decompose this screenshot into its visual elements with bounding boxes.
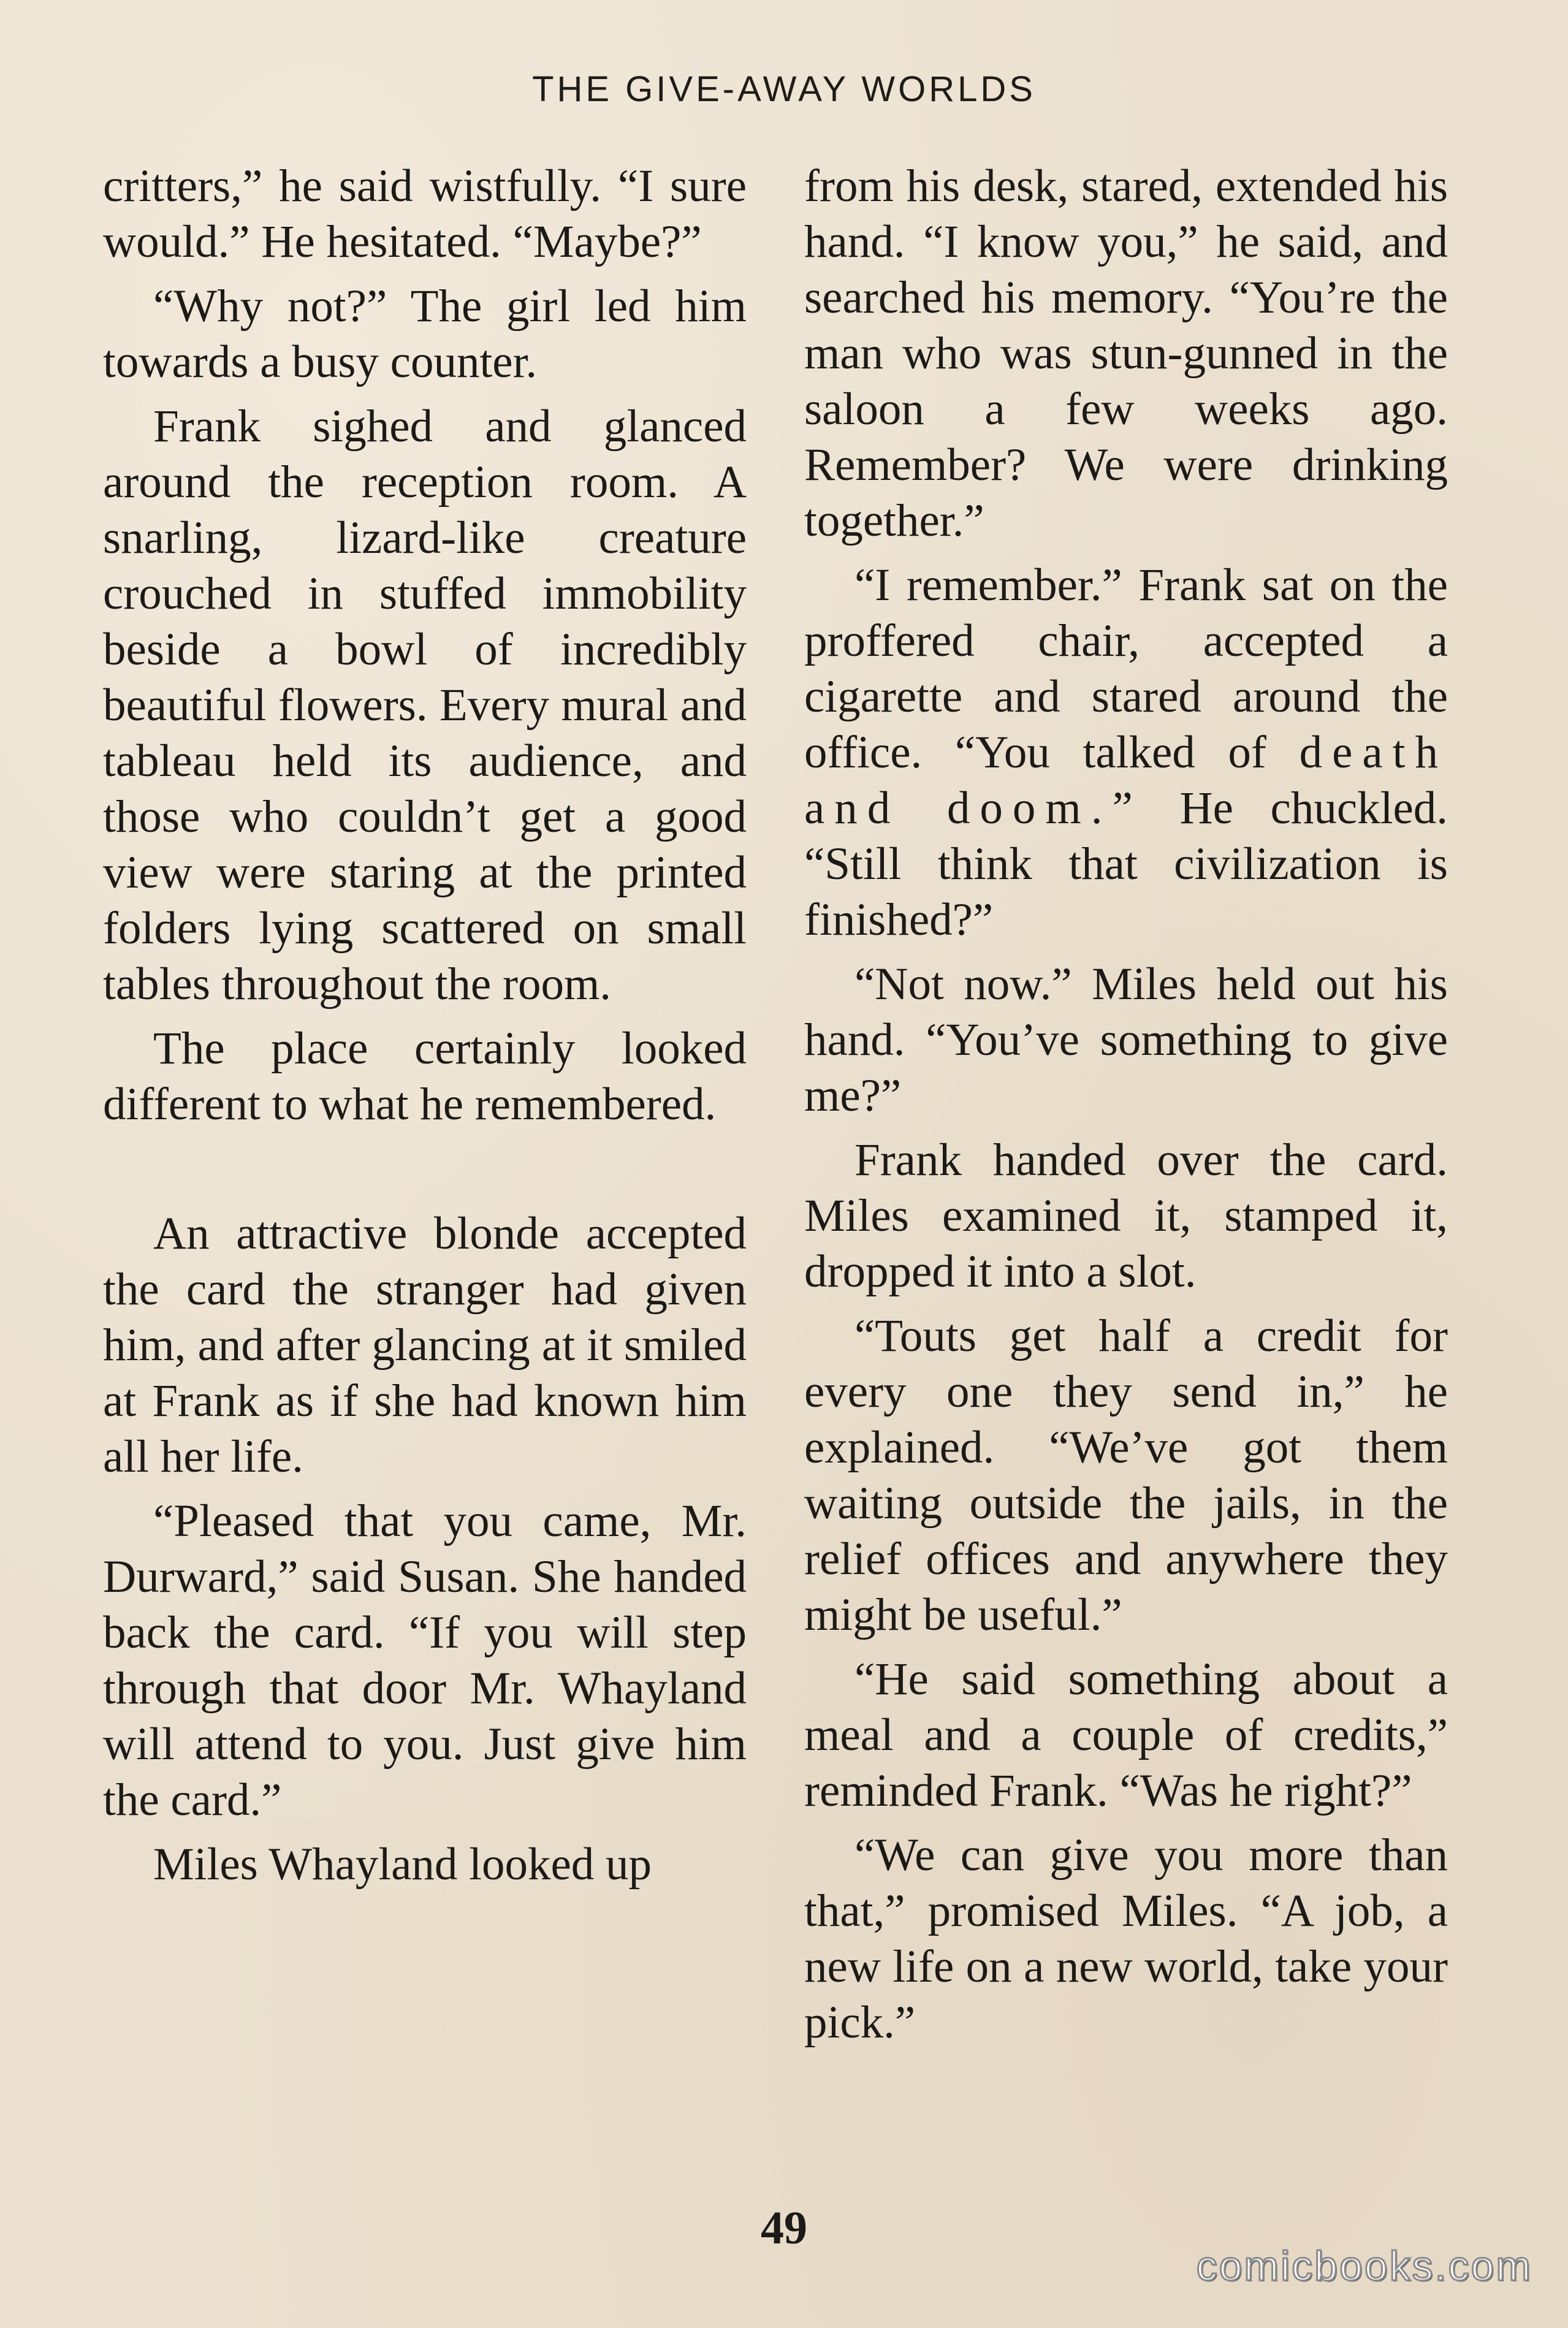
page-number: 49 [761,2202,807,2254]
paragraph: The place certainly looked different to what he remembered. [103,1023,747,1130]
paragraph: Frank sighed and glanced around the reception room. A snarling, lizard-like creature crouched in stuffed immobility beside a bowl of incredibly beautiful flowers. Every mural and tableau held its audience, and those who couldn’t get a good view were staring at the printed folders lying scattered on small tables throughout the room. [103,401,747,1010]
paragraph: “Touts get half a credit for every one they send in,” he explained. “We’ve got them waiting outside the jails, in the relief offices and anywhere they might be useful.” [804,1310,1448,1640]
left-column [103,158,747,1892]
paragraph-text: “I remember.” Frank sat on the proffered chair, accepted a cigarette and stared around the office. “You talked of [804,560,1448,778]
paragraph: “Not now.” Miles held out his hand. “You’ve something to give me?” [804,959,1448,1121]
paragraph: “Why not?” The girl led him towards a busy counter. [103,281,747,387]
paragraph: from his desk, stared, extended his hand. “I know you,” he said, and searched his memory. “You’re the man who was stun-gunned in the saloon a few weeks ago. Remember? We were drinking together.” [804,161,1448,546]
spaced-text: death and doom.” [804,727,1448,834]
right-column [804,158,1448,2050]
paragraph: Miles Whayland looked up [153,1839,652,1890]
paragraph: “Pleased that you came, Mr. Durward,” said Susan. She handed back the card. “If you will step through that door Mr. Whayland will attend to you. Just give him the card.” [103,1496,747,1825]
paragraph: “He said something about a meal and a couple of credits,” reminded Frank. “Was he right?” [804,1654,1448,1816]
watermark: comicbooks.com [1196,2243,1532,2289]
paragraph: Frank handed over the card. Miles examined it, stamped it, dropped it into a slot. [804,1135,1448,1297]
paragraph: “We can give you more than that,” promised Miles. “A job, a new life on a new world, take your pick.” [804,1830,1448,2048]
paragraph [804,557,1448,948]
running-title: THE GIVE-AWAY WORLDS [532,69,1036,109]
paragraph: critters,” he said wistfully. “I sure would.” He hesitated. “Maybe?” [103,161,747,267]
paragraph-text: He chuckled. “Still think that civilization is finished?” [804,783,1448,945]
paragraph: An attractive blonde accepted the card the stranger had given him, and after glancing at it smiled at Frank as if she had known him all her life. [103,1208,747,1482]
